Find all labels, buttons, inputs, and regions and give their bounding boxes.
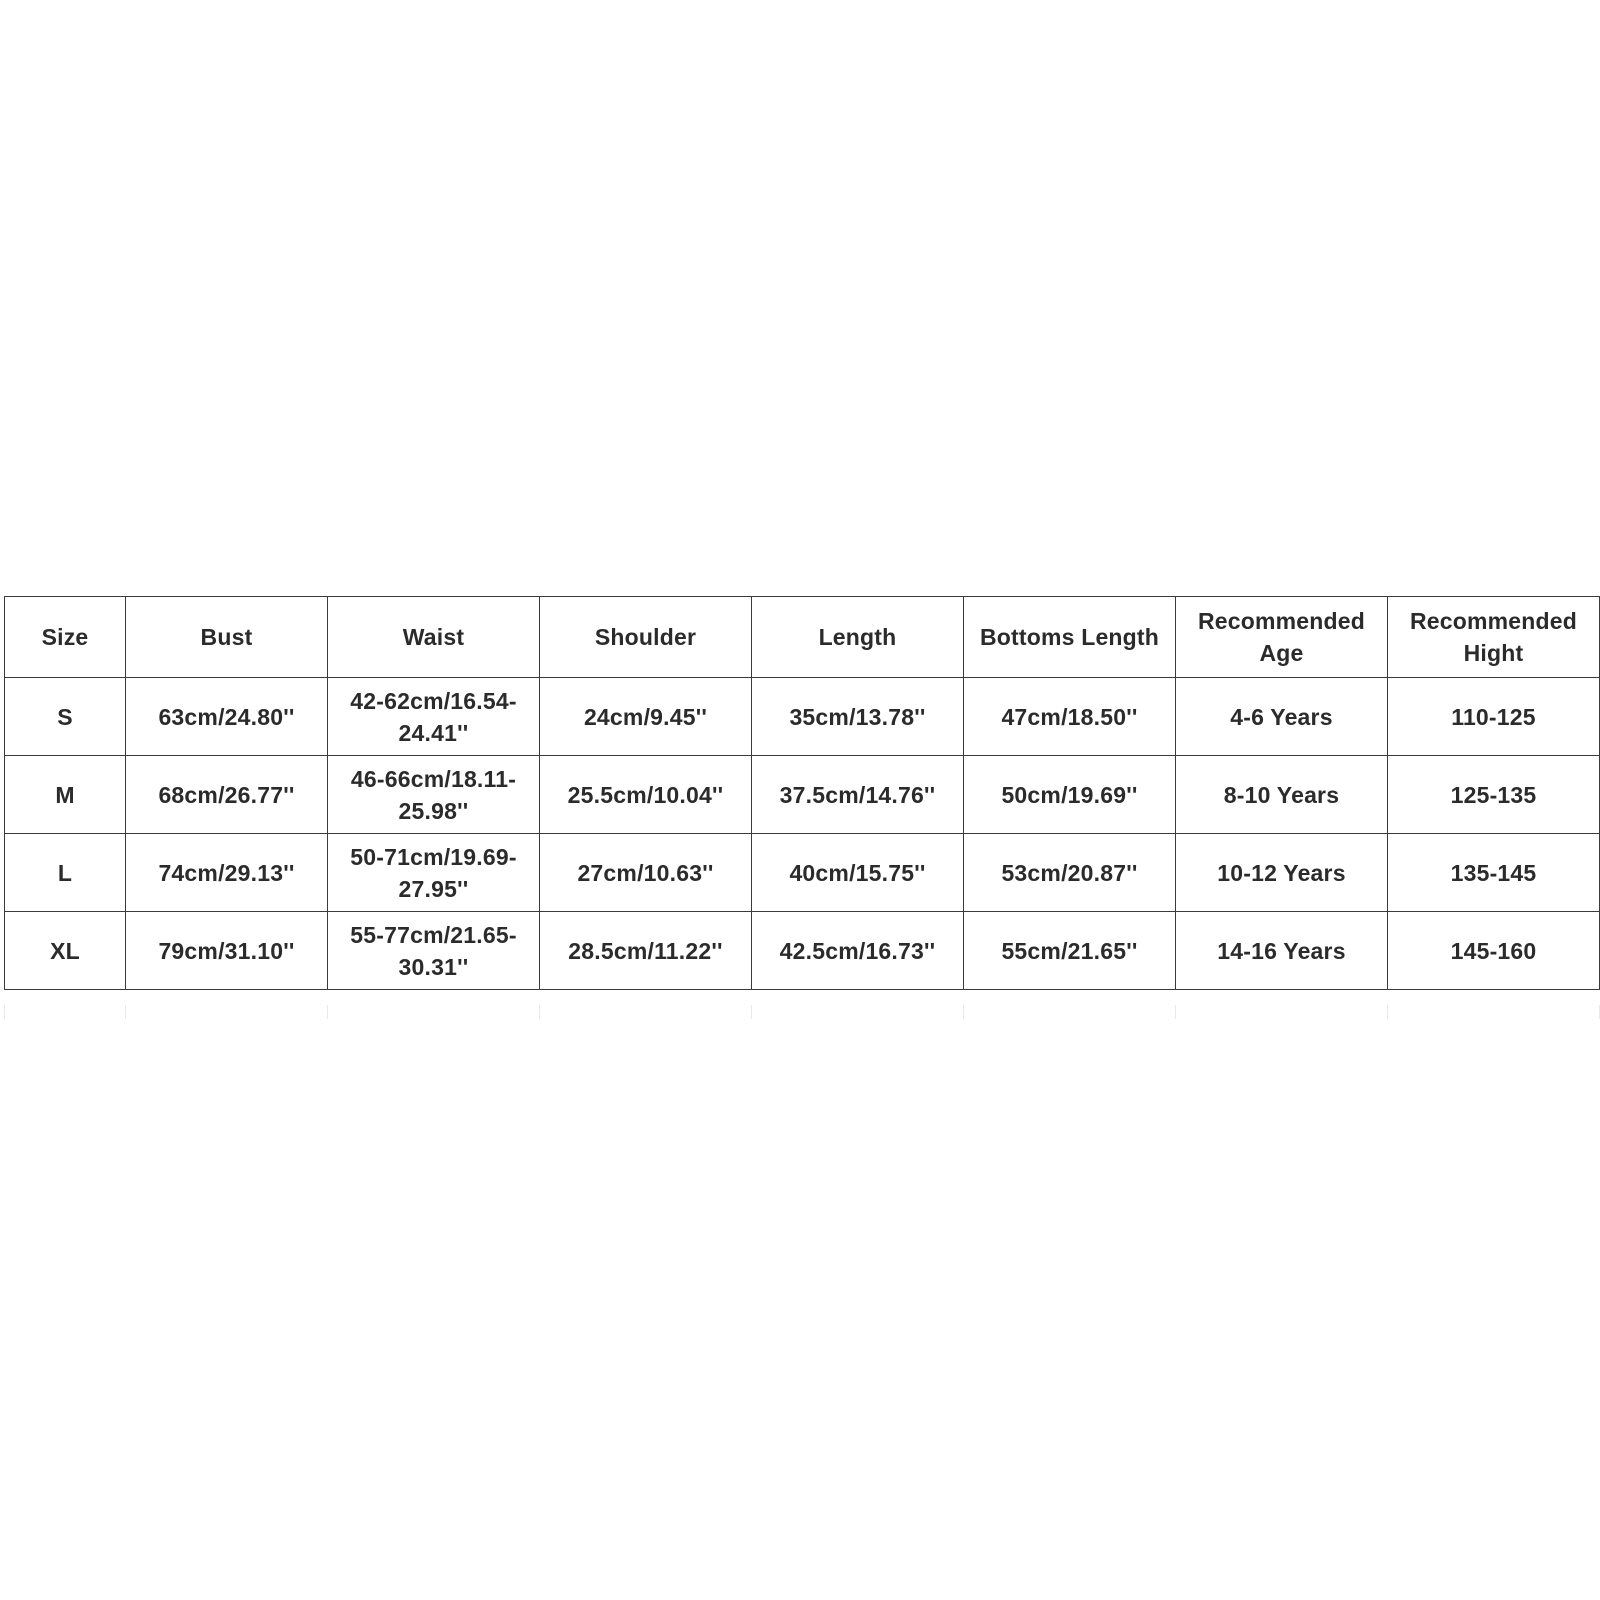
header-recommended-hight: Recommended Hight [1388,597,1600,678]
cell-shoulder: 28.5cm/11.22'' [540,912,752,990]
cell-size: S [5,678,126,756]
faint-column-divider [539,1005,751,1019]
header-bottoms-length: Bottoms Length [964,597,1176,678]
cell-recommended-age: 14-16 Years [1176,912,1388,990]
header-waist: Waist [328,597,540,678]
cell-bottoms-length: 53cm/20.87'' [964,834,1176,912]
faint-column-divider [751,1005,963,1019]
cell-bust: 63cm/24.80'' [126,678,328,756]
cell-size: L [5,834,126,912]
cell-bust: 74cm/29.13'' [126,834,328,912]
cell-length: 37.5cm/14.76'' [752,756,964,834]
cell-bottoms-length: 55cm/21.65'' [964,912,1176,990]
cell-shoulder: 27cm/10.63'' [540,834,752,912]
cell-waist: 42-62cm/16.54-24.41'' [328,678,540,756]
header-recommended-age: Recommended Age [1176,597,1388,678]
header-size: Size [5,597,126,678]
table-row [5,912,1600,990]
faint-column-divider [1175,1005,1387,1019]
cell-shoulder: 25.5cm/10.04'' [540,756,752,834]
header-row [5,597,1600,678]
faint-column-divider [963,1005,1175,1019]
table-row [5,678,1600,756]
faint-column-divider [1387,1005,1600,1019]
faint-column-divider [125,1005,327,1019]
faint-column-divider [4,1005,125,1019]
cell-waist: 50-71cm/19.69-27.95'' [328,834,540,912]
size-chart-table [4,596,1600,990]
cell-recommended-age: 10-12 Years [1176,834,1388,912]
table-row [5,756,1600,834]
cell-recommended-hight: 145-160 [1388,912,1600,990]
cell-recommended-hight: 125-135 [1388,756,1600,834]
cell-recommended-age: 4-6 Years [1176,678,1388,756]
cell-length: 42.5cm/16.73'' [752,912,964,990]
cell-length: 40cm/15.75'' [752,834,964,912]
cell-size: M [5,756,126,834]
cell-recommended-age: 8-10 Years [1176,756,1388,834]
table-row [5,834,1600,912]
cell-size: XL [5,912,126,990]
cell-shoulder: 24cm/9.45'' [540,678,752,756]
cell-bust: 79cm/31.10'' [126,912,328,990]
faint-table-remnant [4,1005,1600,1019]
header-bust: Bust [126,597,328,678]
cell-waist: 46-66cm/18.11-25.98'' [328,756,540,834]
cell-recommended-hight: 135-145 [1388,834,1600,912]
faint-column-divider [327,1005,539,1019]
header-shoulder: Shoulder [540,597,752,678]
header-length: Length [752,597,964,678]
cell-bust: 68cm/26.77'' [126,756,328,834]
cell-bottoms-length: 47cm/18.50'' [964,678,1176,756]
cell-length: 35cm/13.78'' [752,678,964,756]
cell-recommended-hight: 110-125 [1388,678,1600,756]
cell-waist: 55-77cm/21.65-30.31'' [328,912,540,990]
cell-bottoms-length: 50cm/19.69'' [964,756,1176,834]
